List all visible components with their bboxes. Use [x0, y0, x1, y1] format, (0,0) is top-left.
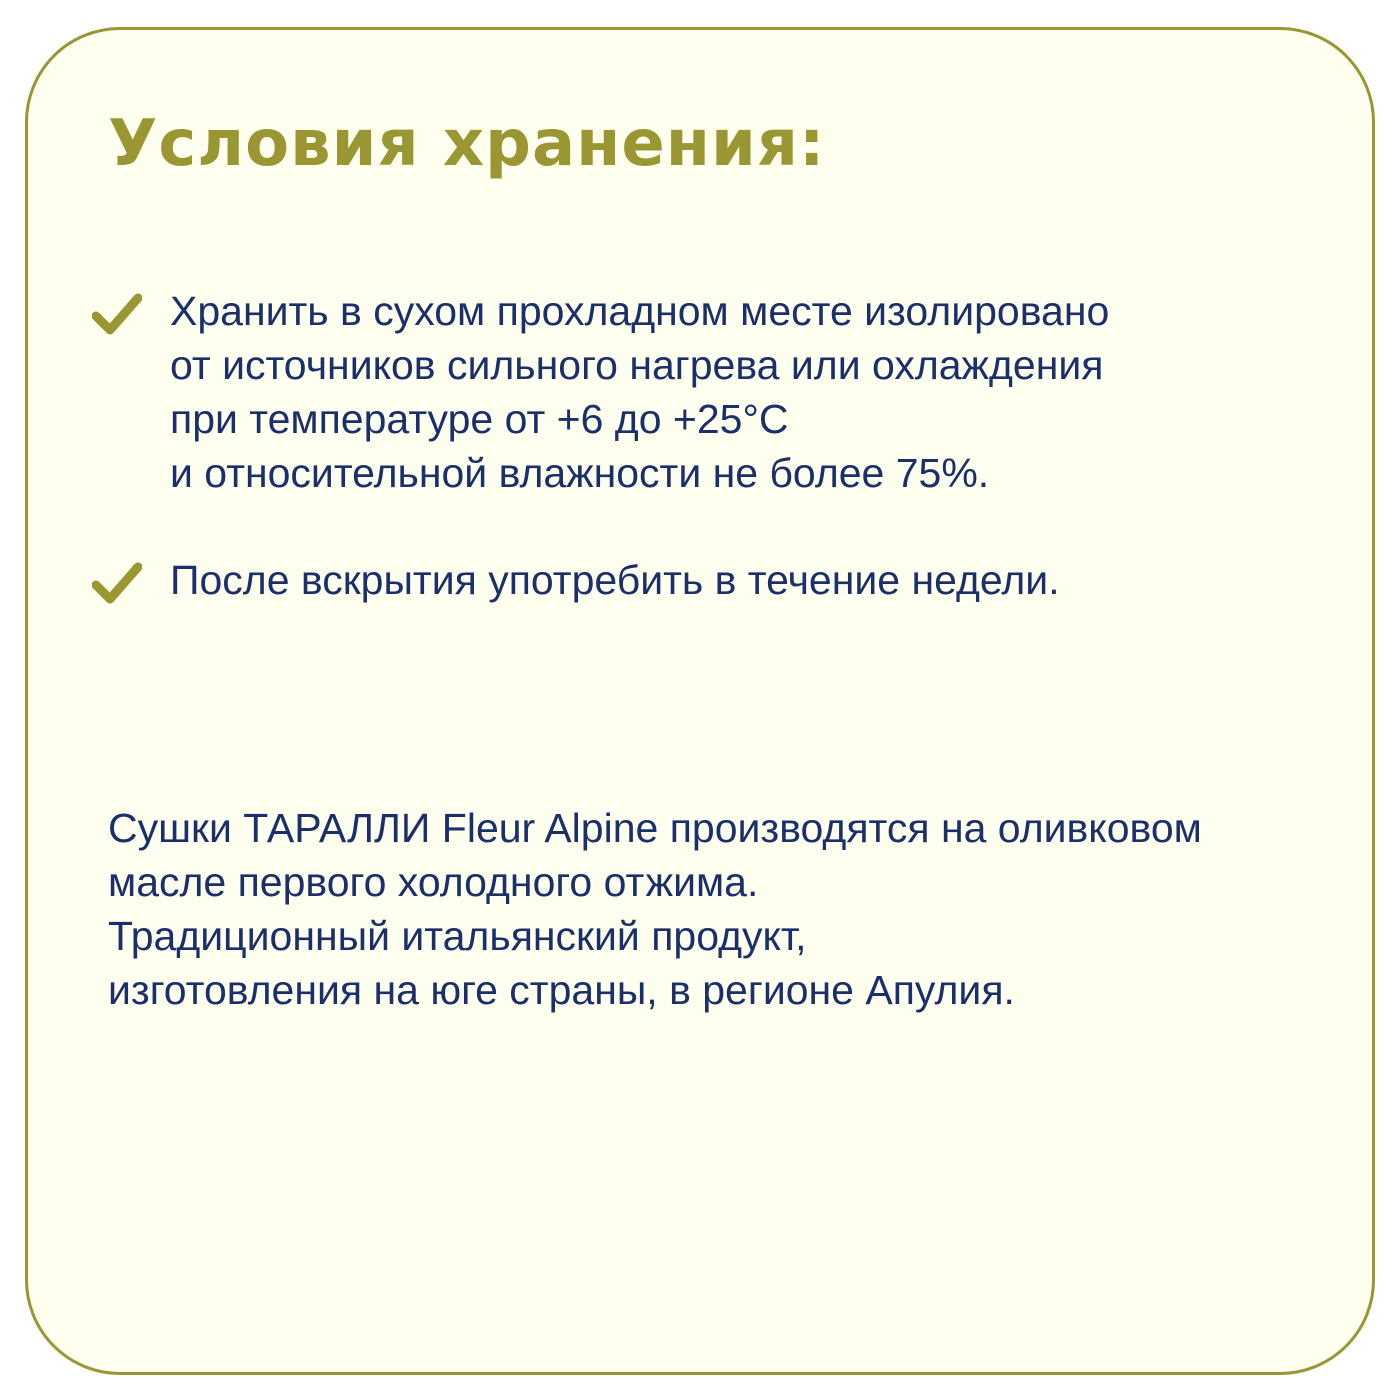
- list-item-line: и относительной влажности не более 75%.: [170, 450, 990, 496]
- note-line: масле первого холодного отжима.: [108, 859, 759, 905]
- product-note: [108, 801, 1202, 1017]
- list-item-text: [170, 284, 1109, 500]
- check-icon: [92, 292, 142, 336]
- list-item-text: [170, 553, 1060, 607]
- list-item-line: при температуре от +6 до +25°С: [170, 396, 789, 442]
- check-icon: [92, 561, 142, 605]
- note-line: Сушки ТАРАЛЛИ Fleur Alpine производятся на оливковом: [108, 805, 1202, 851]
- note-line: Традиционный итальянский продукт,: [108, 913, 807, 959]
- storage-card: [25, 27, 1375, 1375]
- list-item-line: от источников сильного нагрева или охлаждения: [170, 342, 1104, 388]
- page-title: Условия хранения:: [108, 107, 826, 181]
- list-item-line: Хранить в сухом прохладном месте изолировано: [170, 288, 1110, 334]
- list-item-line: После вскрытия употребить в течение недели.: [170, 557, 1060, 603]
- note-line: изготовления на юге страны, в регионе Апулия.: [108, 967, 1015, 1013]
